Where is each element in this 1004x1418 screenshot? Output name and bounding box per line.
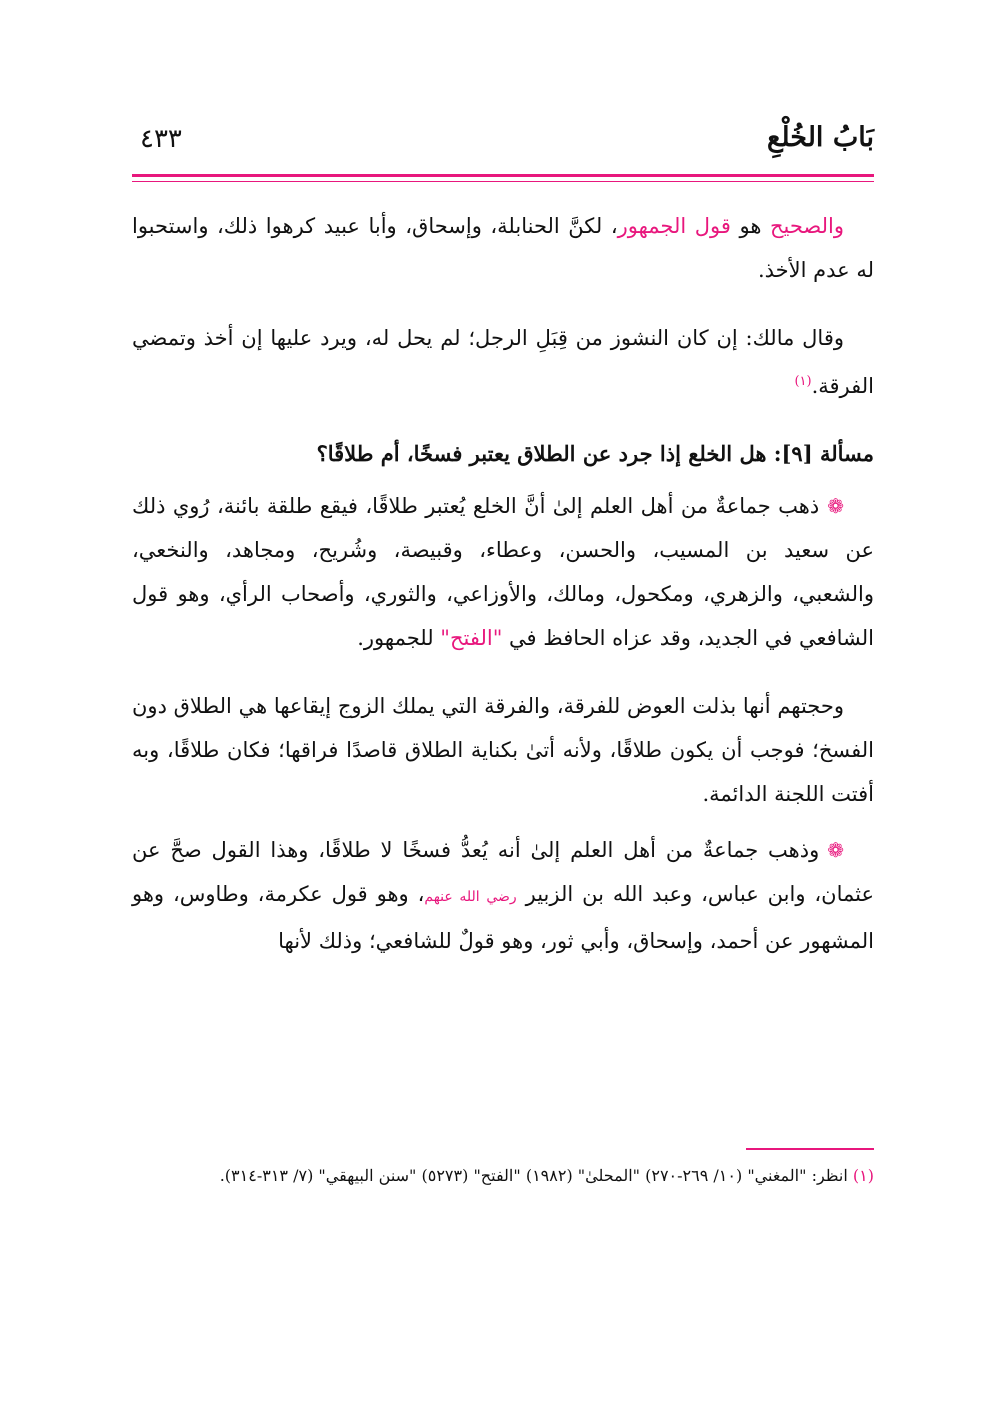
paragraph-1	[132, 204, 874, 292]
chapter-title: بَابُ الخُلْعِ	[766, 122, 874, 153]
paragraph-text: ذهب جماعةٌ من أهل العلم إلىٰ أنَّ الخلع يُعتبر طلاقًا، فيقع طلقة بائنة، رُوي ذلك عن سعيد بن المسيب، والحسن، وعطاء، وقبيصة، وشُريح، ومجاهد، والنخعي، والشعبي، والزهري، ومكحول، ومالك، والأوزاعي، والثوري، وأصحاب الرأي، وهو قول الشافعي في الجديد، وقد عزاه الحافظ في	[132, 494, 874, 650]
paragraph-3	[132, 484, 874, 660]
paragraph-text: وقال مالك: إن كان النشوز من قِبَلِ الرجل؛ لم يحل له، ويرد عليها إن أخذ وتمضي الفرقة.	[132, 326, 874, 398]
footnote	[132, 1162, 874, 1190]
paragraph-text: هو	[730, 214, 770, 238]
flower-icon: ❁	[827, 494, 844, 518]
paragraph-text: ، لكنَّ الحنابلة، وإسحاق، وأبا عبيد كرهوا ذلك، واستحبوا له عدم الأخذ.	[132, 214, 874, 282]
paragraph-text: وذهب جماعةٌ من أهل العلم إلىٰ أنه يُعدُّ فسخًا لا طلاقًا، وهذا القول صحَّ عن عثمان، وابن عباس، وعبد الله بن الزبير	[132, 838, 875, 906]
header-rule-thick	[132, 174, 874, 177]
flower-icon: ❁	[827, 838, 844, 862]
book-page	[132, 118, 874, 1318]
highlight-text: قول الجمهور	[617, 214, 731, 238]
paragraph-5	[132, 828, 874, 963]
footnote-reference: (١)	[794, 374, 812, 389]
honorific-text: رضي الله عنهم	[424, 889, 517, 905]
paragraph-2	[132, 316, 874, 408]
footnote-text: انظر: "المغني" (١٠/ ٢٦٩-٢٧٠) "المحلىٰ" (١٩٨٢) "الفتح" (٥٢٧٣) "سنن البيهقي" (٧/ ٣١٣-٣١٤).	[219, 1166, 853, 1185]
highlight-text: والصحيح	[769, 214, 844, 238]
paragraph-text: ، وهو قول عكرمة، وطاوس، وهو المشهور عن أحمد، وإسحاق، وأبي ثور، وهو قولٌ للشافعي؛ وذلك لأنها	[132, 882, 874, 953]
page-body	[132, 204, 874, 963]
header-rule-thin	[132, 181, 874, 182]
paragraph-text: للجمهور.	[357, 626, 441, 650]
footnote-number: (١)	[852, 1166, 874, 1185]
footnote-separator	[746, 1148, 874, 1150]
page-header	[132, 118, 874, 176]
page-number: ٤٣٣	[140, 124, 182, 154]
paragraph-4: وحجتهم أنها بذلت العوض للفرقة، والفرقة التي يملك الزوج إيقاعها هي الطلاق دون الفسخ؛ فوجب أن يكون طلاقًا، ولأنه أتىٰ بكناية الطلاق قاصدًا فراقها؛ فكان طلاقًا، وبه أفتت اللجنة الدائمة.	[132, 694, 874, 806]
quoted-book-title: "الفتح"	[440, 626, 503, 650]
issue-heading: مسألة [٩]: هل الخلع إذا جرد عن الطلاق يعتبر فسخًا، أم طلاقًا؟	[316, 441, 874, 466]
